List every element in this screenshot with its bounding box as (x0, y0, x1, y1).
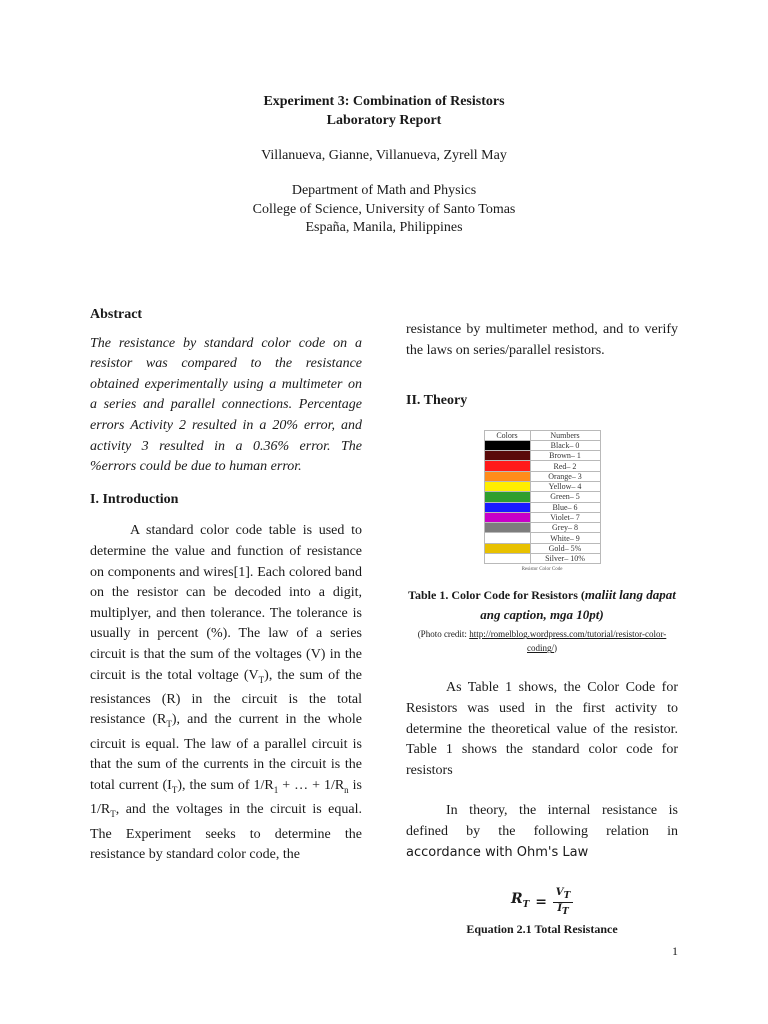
color-code-row (484, 512, 600, 522)
color-code-table (484, 430, 601, 565)
equation-fraction: $\frac{V_T}{I_T}$ (553, 887, 573, 918)
table-caption: Table 1. Color Code for Resistors (maliit lang dapat ang caption, mga 10pt) (408, 587, 676, 623)
color-code-row (484, 523, 600, 533)
photo-credit: (Photo credit: http://romelblog.wordpress.com/tutorial/resistor-color-coding/) (417, 629, 667, 654)
color-code-row (484, 543, 600, 553)
color-swatch (484, 523, 530, 533)
authors: Villanueva, Gianne, Villanueva, Zyrell May (261, 148, 507, 163)
affiliation-line2: College of Science, University of Santo Tomas (252, 201, 516, 217)
color-swatch (484, 533, 530, 543)
color-code-row (484, 461, 600, 471)
color-code-row (484, 451, 600, 461)
table-discussion-paragraph: As Table 1 shows, the Color Code for Resistors was used in the first activity to determine the theoretical value of the resistor. Table 1 shows the standard color code for resistors (406, 680, 678, 778)
color-value: Brown– 1 (530, 451, 600, 461)
introduction-heading: I. Introduction (90, 491, 179, 507)
color-code-row (484, 502, 600, 512)
paper-title-line2: Laboratory Report (326, 113, 442, 128)
color-value: Black– 0 (530, 440, 600, 450)
page-number: 1 (672, 944, 678, 958)
abstract-text: The resistance by standard color code on a resistor was compared to the resistance obtained experimentally using a multimeter on a series and parallel connections. Percentage errors Activity 2 resulted in a 20% error, and activity 3 resulted in a 0.36% error. The %errors could be due to human error. (90, 335, 362, 475)
color-code-row (484, 492, 600, 502)
color-value: Orange– 3 (530, 471, 600, 481)
color-code-row (484, 533, 600, 543)
theory-heading: II. Theory (406, 393, 468, 409)
photo-credit-link[interactable]: http://romelblog.wordpress.com/tutorial/resistor-color-coding/ (469, 629, 667, 654)
affiliation (0, 182, 768, 238)
color-swatch (484, 451, 530, 461)
right-column (406, 320, 678, 940)
theory-paragraph: In theory, the internal resistance is defined by the following relation in accordance with Ohm's Law (406, 803, 678, 860)
color-code-row (484, 554, 600, 564)
paper-header (0, 92, 768, 238)
color-swatch (484, 502, 530, 512)
color-value: Silver– 10% (530, 554, 600, 564)
color-swatch (484, 554, 530, 564)
color-swatch (484, 440, 530, 450)
color-value: Violet– 7 (530, 512, 600, 522)
introduction-continued: resistance by multimeter method, and to verify the laws on series/parallel resistors. (406, 322, 678, 358)
color-code-row (484, 471, 600, 481)
color-value: White– 9 (530, 533, 600, 543)
color-swatch (484, 461, 530, 471)
abstract-heading: Abstract (90, 307, 143, 322)
color-swatch (484, 471, 530, 481)
affiliation-line3: España, Manila, Philippines (305, 220, 463, 235)
paper-title-line1: Experiment 3: Combination of Resistors (263, 94, 505, 109)
color-value: Grey– 8 (530, 523, 600, 533)
color-code-row (484, 440, 600, 450)
color-value: Yellow– 4 (530, 481, 600, 491)
left-column (90, 305, 362, 866)
color-swatch (484, 543, 530, 553)
color-swatch (484, 481, 530, 491)
color-value: Green– 5 (530, 492, 600, 502)
equation-equals: = (535, 893, 548, 910)
color-code-row (484, 481, 600, 491)
color-value: Blue– 6 (530, 502, 600, 512)
table-header-numbers: Numbers (530, 430, 600, 440)
table-header-colors: Colors (484, 430, 530, 440)
color-swatch (484, 512, 530, 522)
table-inner-caption: Resistor Color Code (521, 567, 563, 573)
equation-caption: Equation 2.1 Total Resistance (466, 922, 618, 937)
equation-lhs: $R_T$ (510, 890, 530, 910)
total-resistance-equation (406, 885, 678, 919)
introduction-paragraph: A standard color code table is used to determine the value and function of resistance on components and wires[1]. Each colored band on the resistor can be decoded into a digit, multiplyer, and then tolerance. The tolerance is usually in percent (%). The law of a series circuit is that the sum of the voltages (V) in the circuit is the total voltage $(V_T)$, the sum of the resistances (R) in the circuit is the total resistance $(R_T)$, and the current in the whole circuit is equal. The law of a parallel circuit is that the sum of the currents in the circuit is the total current $(I_T)$, the sum of $1/R_1$ + … + $1/R_n$ is $1/R_T$, and the voltages in the circuit is equal. The Experiment seeks to determine the resistance by standard color code, the (90, 523, 363, 863)
color-value: Red– 2 (530, 461, 600, 471)
color-swatch (484, 492, 530, 502)
color-value: Gold– 5% (530, 543, 600, 553)
affiliation-line1: Department of Math and Physics (291, 183, 477, 198)
